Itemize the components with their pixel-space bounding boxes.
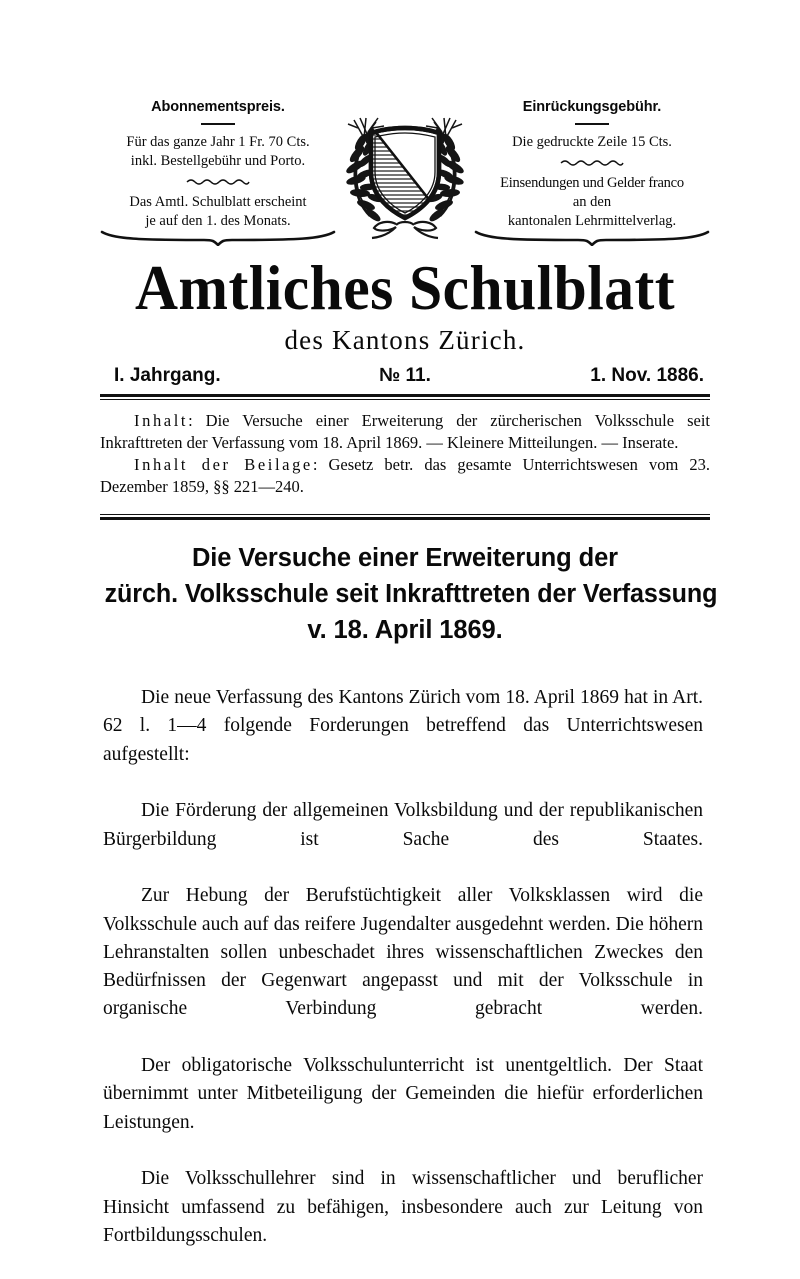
wavy-rule-divider: [560, 158, 624, 167]
submissions-line-1: Einsendungen und Gelder franco: [500, 175, 684, 192]
brace-rule-left: [100, 228, 336, 246]
article-paragraph: Die Volksschullehrer sind in wissenschaftlicher und beruflicher Hinsicht umfassend zu befähigen, insbesondere auch zur Leitung von Fortbildungsschulen.: [103, 1168, 703, 1246]
article-paragraph: Der obligatorische Volksschulunterricht ist unentgeltlich. Der Staat übernimmt unter Mitbeteiligung der Gemeinden die hiefür erforderlichen Leistungen.: [103, 1055, 703, 1133]
contents-supplement-text: : Gesetz betr. das gesamte Unterrichtswesen vom 23. Dezember 1859, §§ 221—240.: [100, 455, 710, 496]
brace-rule-right: [474, 228, 710, 246]
short-rule-divider: [201, 123, 235, 125]
article-headline-line-2: zürch. Volksschule seit Inkrafttreten der Verfassung: [104, 580, 718, 609]
article-headline: [100, 540, 718, 649]
article-headline-line-3: v. 18. April 1869.: [307, 616, 503, 645]
divider-rule-bottom: [100, 514, 710, 520]
publication-frequency-line-2: je auf den 1. des Monats.: [145, 213, 291, 230]
contents-block: [100, 410, 710, 498]
submissions-line-3: kantonalen Lehrmittelverlag.: [507, 213, 677, 230]
issue-number: № 11.: [379, 365, 431, 386]
contents-supplement: [100, 454, 710, 497]
issue-date: 1. Nov. 1886.: [590, 365, 704, 386]
article-headline-line-1: Die Versuche einer Erweiterung der: [191, 544, 619, 572]
article-body: [103, 684, 703, 1279]
coat-of-arms-zurich-icon: [344, 98, 466, 246]
publication-frequency-line-1: Das Amtl. Schulblatt erscheint: [129, 194, 307, 211]
divider-rule-top: [100, 394, 710, 400]
article-paragraph: Die neue Verfassung des Kantons Zürich vom 18. April 1869 hat in Art. 62 l. 1—4 folgende Forderungen betreffend das Unterrichtswesen aufgestellt:: [103, 687, 703, 765]
article-paragraph: Zur Hebung der Berufstüchtigkeit aller Volksklassen wird die Volksschule auch auf das reifere Jugendalter ausgedehnt werden. Die höhern Lehranstalten sollen unbeschadet ihres wissenschaftlichen Zweckes den Bedürfnissen der Gegenwart angepasst und mit der Volksschule in organische Verbindung gebracht werden.: [103, 885, 703, 1020]
advertising-fee-title: Einrückungsgebühr.: [522, 99, 662, 115]
contents-main-label: Inhalt: [134, 411, 189, 430]
issue-volume: I. Jahrgang.: [114, 365, 221, 386]
contents-main: [100, 410, 710, 453]
subscription-price-line-2: inkl. Bestellgebühr und Porto.: [130, 153, 306, 170]
submissions-line-2: an den: [572, 194, 612, 211]
subscription-price-line-1: Für das ganze Jahr 1 Fr. 70 Cts.: [126, 133, 310, 150]
page-title: Amtliches Schulblatt: [134, 252, 676, 323]
advertising-fee-line-1: Die gedruckte Zeile 15 Cts.: [512, 133, 672, 150]
short-rule-divider: [575, 123, 609, 125]
advertising-fee-block: [474, 100, 710, 231]
issue-line: [100, 364, 710, 388]
article-paragraph: Die Förderung der allgemeinen Volksbildung und der republikanischen Bürgerbildung ist Sache des Staates.: [103, 800, 703, 850]
subscription-price-block: [100, 100, 336, 231]
contents-supplement-label: Inhalt der Beilage: [134, 455, 313, 475]
wavy-rule-divider: [186, 177, 250, 186]
contents-main-text: : Die Versuche einer Erweiterung der zürcherischen Volksschule seit Inkrafttreten der Verfassung vom 18. April 1869. — Kleinere Mitteilungen. — Inserate.: [100, 411, 710, 452]
subscription-price-title: Abonnementspreis.: [151, 99, 285, 115]
page-subtitle: des Kantons Zürich.: [284, 325, 526, 355]
